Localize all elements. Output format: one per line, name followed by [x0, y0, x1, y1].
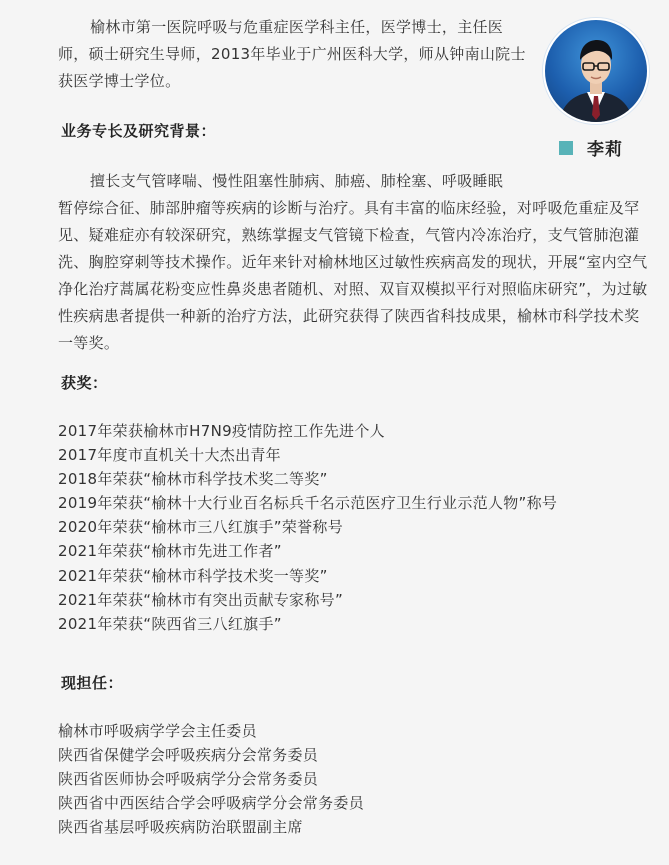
expertise-body: 暂停综合征、肺部肿瘤等疾病的诊断与治疗。具有丰富的临床经验，对呼吸危重症及罕见、疑难症亦有较深研究，熟练掌握支气管镜下检查，气管内冷冻治疗，支气管肺泡灌洗、胸腔穿刺等技术操作。近年来针对榆林地区过敏性疾病高发的现状，开展“室内空气净化治疗蒿属花粉变应性鼻炎患者随机、对照、双盲双模拟平行对照临床研究”，为过敏性疾病患者提供一种新的治疗方法，此研究获得了陕西省科技成果，榆林市科学技术奖一等奖。 — [58, 199, 648, 352]
list-item: 2021年荣获“榆林市科学技术奖一等奖” — [58, 566, 328, 585]
awards-list — [58, 419, 557, 636]
positions-title: 现担任： — [61, 674, 124, 692]
list-item: 2017年度市直机关十大杰出青年 — [58, 446, 281, 465]
doctor-portrait-icon — [545, 20, 647, 122]
list-item: 陕西省医师协会呼吸病学分会常务委员 — [58, 770, 319, 789]
positions-list — [58, 719, 364, 839]
intro-paragraph: 榆林市第一医院呼吸与危重症医学科主任，医学博士，主任医师，硕士研究生导师，2013年毕业于广州医科大学，师从钟南山院士获医学博士学位。 — [58, 18, 526, 90]
doctor-name: 李莉 — [587, 140, 623, 160]
list-item: 2020年荣获“榆林市三八红旗手”荣誉称号 — [58, 518, 344, 537]
list-item: 2019年荣获“榆林十大行业百名标兵千名示范医疗卫生行业示范人物”称号 — [58, 494, 558, 513]
list-item: 2017年荣获榆林市H7N9疫情防控工作先进个人 — [58, 422, 385, 440]
list-item: 榆林市呼吸病学学会主任委员 — [58, 722, 257, 740]
list-item: 2021年荣获“榆林市有突出贡献专家称号” — [58, 590, 344, 609]
list-item: 2021年荣获“榆林市先进工作者” — [58, 542, 282, 561]
expertise-title: 业务专长及研究背景： — [61, 122, 217, 140]
doctor-avatar — [543, 18, 649, 124]
awards-title: 获奖： — [61, 374, 108, 392]
teal-square-icon — [559, 141, 573, 155]
list-item: 陕西省中西医结合学会呼吸病学分会常务委员 — [58, 794, 365, 813]
expertise-first-line: 擅长支气管哮喘、慢性阻塞性肺病、肺癌、肺栓塞、呼吸睡眠 — [90, 172, 504, 190]
list-item: 陕西省保健学会呼吸疾病分会常务委员 — [58, 746, 319, 765]
list-item: 陕西省基层呼吸疾病防治联盟副主席 — [58, 818, 303, 837]
expertise-paragraph — [58, 168, 648, 357]
list-item: 2018年荣获“榆林市科学技术奖二等奖” — [58, 470, 328, 489]
doctor-name-row — [559, 135, 623, 160]
profile-card — [541, 18, 651, 160]
list-item: 2021年荣获“陕西省三八红旗手” — [58, 614, 282, 633]
